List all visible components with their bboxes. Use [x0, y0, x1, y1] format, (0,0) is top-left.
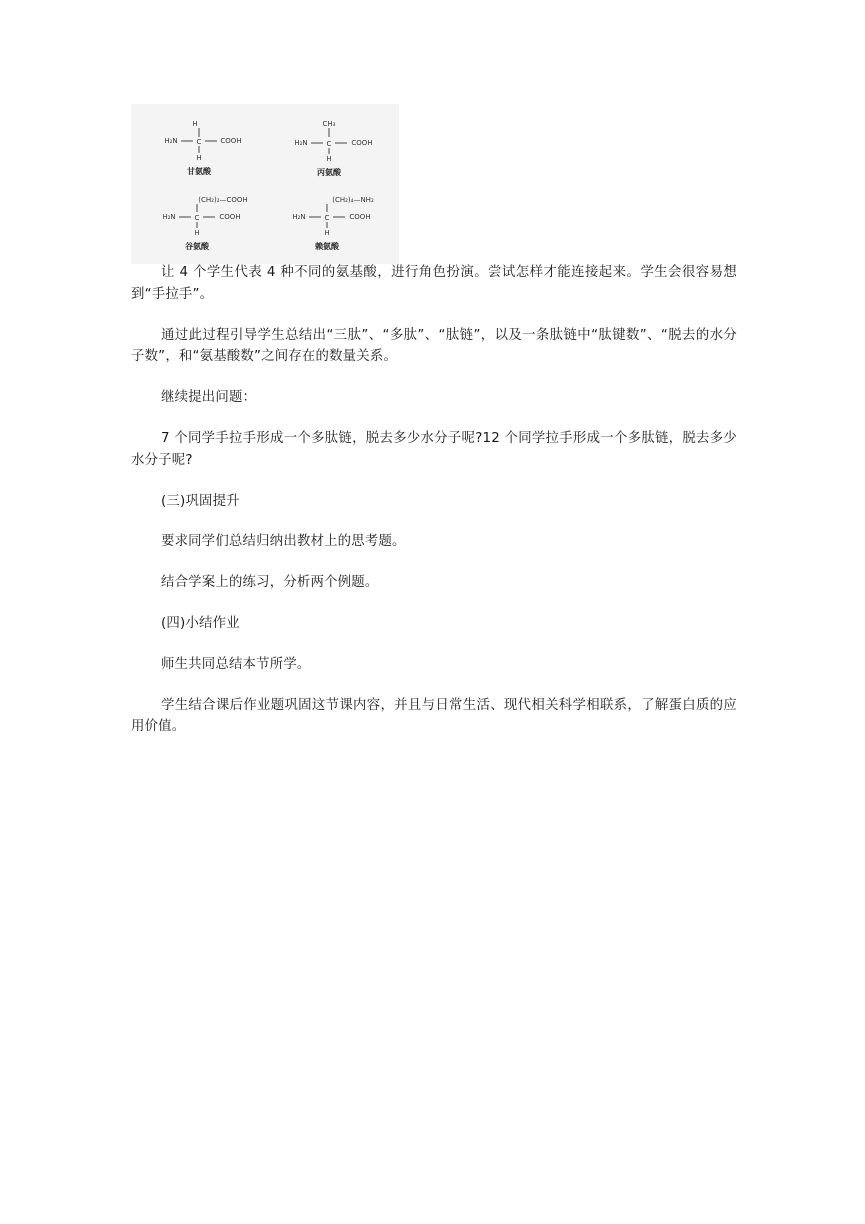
lysine-bottom-h: H	[324, 229, 330, 237]
paragraph-role-play: 让 4 个学生代表 4 种不同的氨基酸，进行角色扮演。尝试怎样才能连接起来。学生会很容易想到“手拉手”。	[131, 265, 737, 302]
amino-acid-structures-diagram	[131, 104, 399, 264]
glycine-bottom-h: H	[196, 154, 202, 162]
molecule-glutamic-acid	[162, 196, 247, 251]
glutamic-acid-amino: H₂N	[162, 213, 176, 221]
paragraph-summary: 师生共同总结本节所学。	[161, 656, 311, 672]
glycine-name: 甘氨酸	[187, 167, 211, 176]
glycine-amino: H₂N	[164, 137, 178, 145]
molecule-lysine	[292, 196, 374, 251]
paragraph-homework: 学生结合课后作业题巩固这节课内容，并且与日常生活、现代相关科学相联系，了解蛋白质的应用价值。	[131, 697, 737, 735]
lysine-name: 赖氨酸	[315, 242, 339, 251]
glutamic-acid-name: 谷氨酸	[185, 242, 209, 251]
glutamic-acid-r-group: (CH₂)₂—COOH	[198, 196, 248, 204]
glutamic-acid-carboxyl: COOH	[219, 213, 241, 221]
lysine-carbon: C	[324, 214, 330, 222]
glycine-carbon: C	[196, 138, 202, 146]
alanine-carboxyl: COOH	[351, 139, 373, 147]
lysine-r-group: (CH₂)₄—NH₂	[332, 196, 374, 204]
alanine-r-group: CH₃	[322, 120, 336, 128]
paragraph-continue-question: 继续提出问题：	[161, 390, 257, 406]
paragraph-guide-summary: 通过此过程引导学生总结出“三肽”、“多肽”、“肽链”，以及一条肽链中“肽键数”、“脱去的水分子数”，和“氨基酸数”之间存在的数量关系。	[131, 327, 737, 365]
alanine-bottom-h: H	[326, 155, 332, 163]
section-heading-consolidate: (三)巩固提升	[161, 493, 240, 509]
paragraph-exercise-examples: 结合学案上的练习，分析两个例题。	[161, 575, 379, 591]
glutamic-acid-carbon: C	[194, 214, 200, 222]
alanine-carbon: C	[326, 140, 332, 148]
lysine-amino: H₂N	[292, 213, 306, 221]
molecule-glycine	[164, 120, 241, 176]
paragraph-question-water: 7 个同学手拉手形成一个多肽链，脱去多少水分子呢?12 个同学拉手形成一个多肽链，脱去多少水分子呢?	[131, 430, 737, 468]
alanine-amino: H₂N	[294, 139, 308, 147]
molecule-alanine	[294, 120, 372, 177]
amino-acid-structures-figure	[131, 104, 399, 264]
glycine-r-group: H	[192, 120, 198, 128]
section-heading-summary-homework: (四)小结作业	[161, 615, 240, 631]
alanine-name: 丙氨酸	[317, 168, 341, 177]
glycine-carboxyl: COOH	[220, 137, 242, 145]
paragraph-textbook-questions: 要求同学们总结归纳出教材上的思考题。	[161, 534, 406, 550]
lysine-carboxyl: COOH	[349, 213, 371, 221]
glutamic-acid-bottom-h: H	[194, 229, 200, 237]
document-body	[131, 262, 737, 757]
